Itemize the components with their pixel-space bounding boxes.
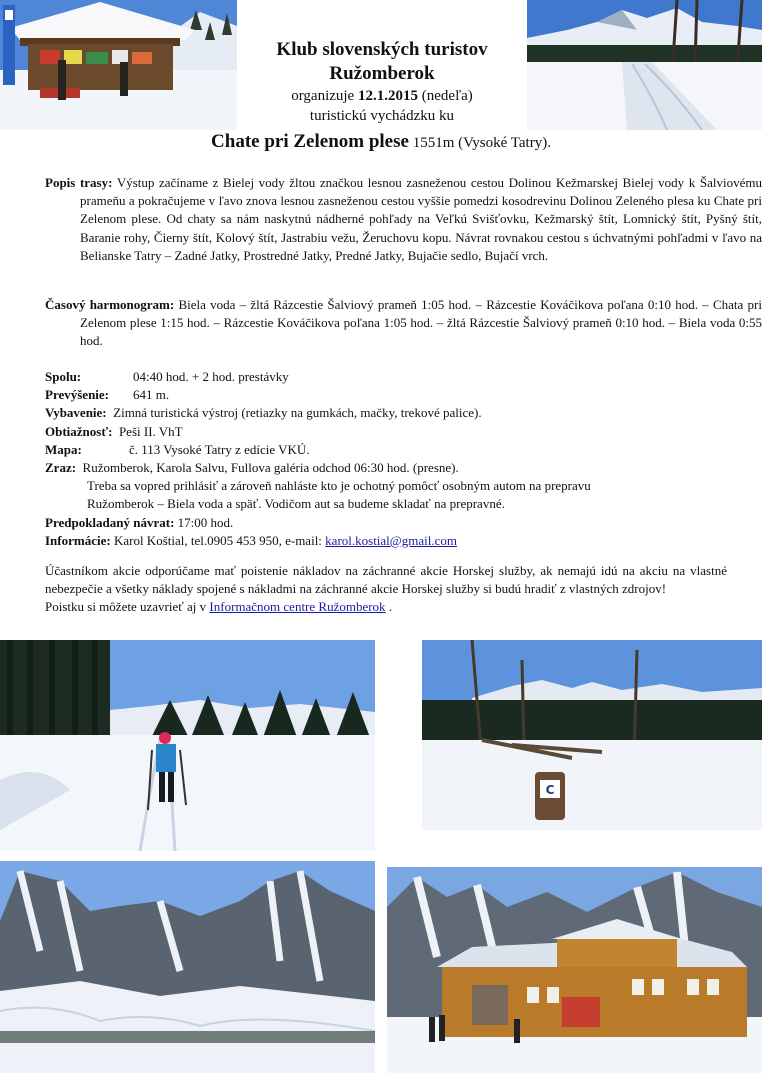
trail-sign-letter: C <box>545 783 555 797</box>
detail-total: Spolu: 04:40 hod. + 2 hod. prestávky <box>45 369 289 384</box>
altitude: 1551m (Vysoké Tatry). <box>412 135 551 151</box>
event-date: 12.1.2015 <box>357 88 418 104</box>
detail-elevation: Prevýšenie: 641 m. <box>45 387 170 403</box>
detail-difficulty: Obtiažnosť: Peši II. VhT <box>45 423 183 439</box>
route-text: Výstup začíname z Bielej vody žltou značkou lesnou zasneženou cestou Dolinou Kežmarskej Bielej vody k Šalviovému prameňu a pokračujeme v ľavo znova lesnou zasneženou cestou vyššie pomedzi kosodrevinu Dolinou Zeleného plesa ku Chate pri Zelenom plese. Od chaty sa nám naskytnú nádherné pohľady na Veľkú Svišťovku, Kežmarský štít, Lomnický štít, Pyšný štít, Baranie rohy, Čierny štít, Kolový štít, Jastrabiu vežu, Žeruchovu kopu. Návrat rovnakou cestou s úchvatnými pohľadmi v ľavo na Belianske Tatry – Zadné Jatky, Prostredné Jatky, Predné Jatky, Bujačie sedlo, Bujačí vrch. <box>80 175 762 263</box>
club-town: Ružomberok <box>329 63 435 84</box>
event-title <box>0 131 762 153</box>
route-description <box>45 174 762 265</box>
info-centre-link[interactable]: Informačnom centre Ružomberok <box>209 599 386 615</box>
schedule-text: Biela voda – žltá Rázcestie Šalviový prameň 1:05 hod. – Rázcestie Kováčikova poľana 0:10 hod. – Chata pri Zelenom plese 1:15 hod. – Rázcestie Kováčikova poľana 1:05 hod. – žltá Rázcestie Šalviový prameň 0:10 hod. – Biela voda 0:55 hod. <box>80 297 762 349</box>
date-line: organizuje 12.1.2015 (nedeľa) <box>291 88 473 104</box>
schedule-label: Časový harmonogram: <box>45 297 175 312</box>
detail-info: Informácie: Karol Koštial, tel.0905 453 950, e-mail: karol.kostial@gmail.com <box>45 532 458 548</box>
policy-line: Poistku si môžete uzavrieť aj v Informačnom centre Ružomberok . <box>45 599 393 615</box>
photo-trail-sign <box>422 640 762 830</box>
photo-shelter <box>0 0 237 130</box>
detail-map: Mapa: č. 113 Vysoké Tatry z edície VKÚ. <box>45 441 310 457</box>
email-link[interactable]: karol.kostial@gmail.com <box>325 532 458 548</box>
event-type: turistickú vychádzku ku <box>309 108 455 124</box>
insurance-text: Účastníkom akcie odporúčame mať poistenie nákladov na záchranné akcie Horskej služby, ak nemajú idú na akciu na vlastné nebezpečie a všetky náklady spojené s nákladmi na záchranné akcie Horskej služby si budú hradiť z vlastných zdrojov! <box>45 563 727 597</box>
photo-hiker <box>0 640 375 851</box>
detail-meeting-note-1: Treba sa vopred prihlásiť a zároveň nahláste kto je ochotný pomôcť osobným autom na prepravu <box>87 478 591 494</box>
details <box>45 368 727 550</box>
insurance-note <box>45 562 727 617</box>
photo-mountain-hut <box>387 867 762 1073</box>
club-name: Klub slovenských turistov <box>276 39 488 60</box>
schedule <box>45 296 762 351</box>
photo-snowy-trail <box>527 0 762 130</box>
header <box>237 38 527 126</box>
route-label: Popis trasy: <box>45 175 113 190</box>
photo-mountain-valley <box>0 861 375 1073</box>
detail-meeting-note-2: Ružomberok – Biela voda a späť. Vodičom aut sa budeme skladať na prepravné. <box>87 496 505 512</box>
detail-return: Predpokladaný návrat: 17:00 hod. <box>45 514 234 530</box>
detail-equipment: Vybavenie: Zimná turistická výstroj (retiazky na gumkách, mačky, trekové palice). <box>45 405 482 421</box>
detail-meeting: Zraz: Ružomberok, Karola Salvu, Fullova galéria odchod 06:30 hod. (presne). <box>45 459 459 475</box>
destination: Chate pri Zelenom plese <box>211 131 409 152</box>
